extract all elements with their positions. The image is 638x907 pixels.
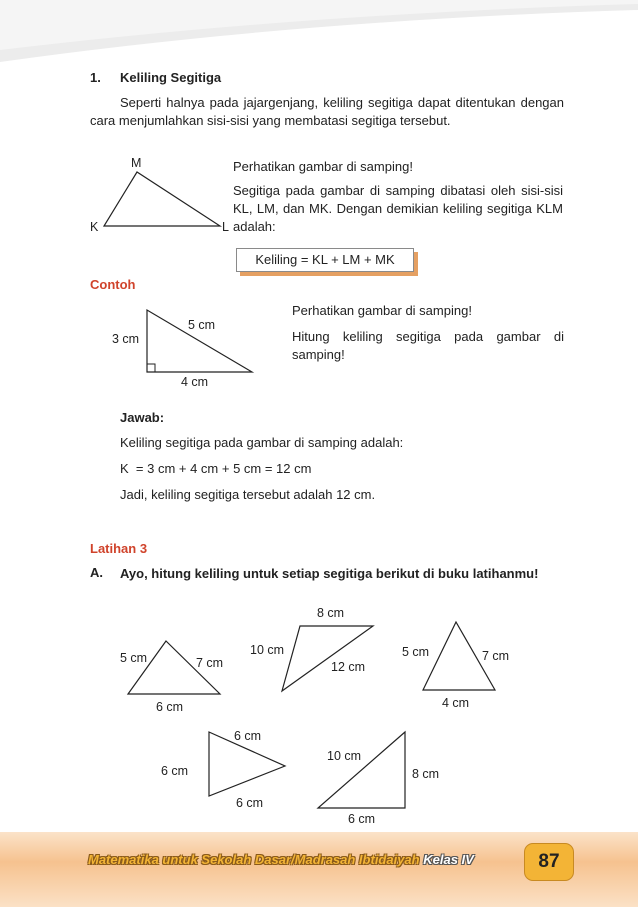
jawab-line3: Jadi, keliling segitiga tersebut adalah 12 cm. [120, 487, 376, 502]
t3-side-b: 7 cm [482, 649, 510, 663]
formula-box: Keliling = KL + LM + MK [236, 248, 414, 272]
t4-side-a: 6 cm [234, 729, 262, 743]
t1-side-a: 5 cm [120, 651, 148, 665]
example-side-bottom: 4 cm [181, 375, 209, 389]
figure1-text1: Perhatikan gambar di samping! [233, 159, 413, 174]
latihan-heading: Latihan 3 [90, 541, 148, 556]
jawab-label: Jawab: [120, 410, 165, 425]
t4-side-b: 6 cm [161, 764, 189, 778]
latihan-instruction: Ayo, hitung keliling untuk setiap segitiga berikut di buku latihanmu! [120, 566, 539, 581]
vertex-k-label: K [90, 220, 99, 234]
t2-side-c: 12 cm [331, 660, 366, 674]
grade-label: Kelas IV [423, 852, 474, 867]
vertex-m-label: M [131, 156, 142, 170]
example-side-left: 3 cm [112, 332, 140, 346]
triangle-5 [318, 732, 405, 808]
section-title: Keliling Segitiga [120, 70, 222, 85]
contoh-heading: Contoh [90, 277, 136, 292]
t3-side-c: 4 cm [442, 696, 470, 710]
t5-side-c: 6 cm [348, 812, 376, 826]
t4-side-c: 6 cm [236, 796, 264, 810]
jawab-line2: K = 3 cm + 4 cm + 5 cm = 12 cm [120, 461, 312, 476]
triangle-klm [104, 172, 220, 226]
contoh-text1: Perhatikan gambar di samping! [292, 303, 472, 318]
section-number: 1. [90, 70, 101, 85]
triangle-2 [282, 626, 373, 691]
figure1-text2: Segitiga pada gambar di samping dibatasi oleh sisi-sisi KL, LM, dan MK. Dengan demikian keliling segitiga KLM adalah: [233, 183, 563, 234]
jawab-line1: Keliling segitiga pada gambar di samping adalah: [120, 435, 404, 450]
contoh-text2: Hitung keliling segitiga pada gambar di samping! [292, 329, 564, 362]
footer-book-title [88, 852, 474, 867]
intro-paragraph: Seperti halnya pada jajargenjang, keliling segitiga dapat ditentukan dengan cara menjumlahkan sisi-sisi yang membatasi segitiga tersebut. [90, 95, 564, 128]
t1-side-c: 6 cm [156, 700, 184, 714]
t2-side-a: 8 cm [317, 606, 345, 620]
vertex-l-label: L [222, 220, 229, 234]
t5-side-a: 10 cm [327, 749, 362, 763]
right-angle-mark [147, 364, 155, 372]
example-side-hyp: 5 cm [188, 318, 216, 332]
t3-side-a: 5 cm [402, 645, 430, 659]
t1-side-b: 7 cm [196, 656, 224, 670]
t2-side-b: 10 cm [250, 643, 285, 657]
t5-side-b: 8 cm [412, 767, 440, 781]
book-title: Matematika untuk Sekolah Dasar/Madrasah Ibtidaiyah [88, 852, 420, 867]
page-number: 87 [524, 843, 574, 881]
item-letter: A. [90, 565, 103, 580]
